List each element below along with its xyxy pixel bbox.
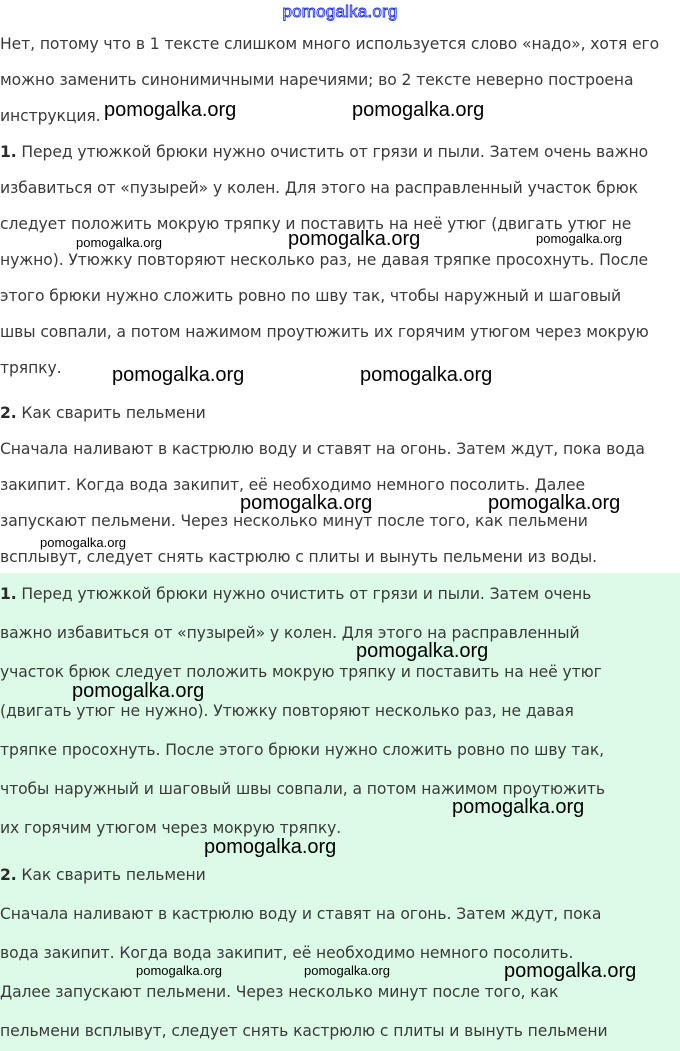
bottom-item1-line: важно избавиться от «пузырей» у колен. Для этого на расправленный [0,624,580,642]
top-item2-title: Как сварить пельмени [16,404,206,422]
watermark: pomogalka.org [288,228,421,250]
watermark: pomogalka.org [352,99,485,121]
top-item1-first-text: Перед утюжкой брюки нужно очистить от грязи и пыли. Затем очень важно [16,143,649,161]
top-item1-line: швы совпали, а потом нажимом проутюжить их горячим утюгом через мокрую [0,323,649,341]
top-item1-line: нужно). Утюжку повторяют несколько раз, не давая тряпке просохнуть. После [0,251,649,269]
top-item2-line: всплывут, следует снять кастрюлю с плиты и вынуть пельмени из воды. [0,548,598,566]
bottom-item2-line: пельмени всплывут, следует снять кастрюлю с плиты и вынуть пельмени [0,1022,608,1040]
bottom-item1-line: тряпке просохнуть. После этого брюки нужно сложить ровно по шву так, [0,741,605,759]
bottom-item1-line: чтобы наружный и шаговый швы совпали, а потом нажимом проутюжить [0,780,605,798]
top-item1-number: 1. [0,143,17,161]
top-item2-line: запускают пельмени. Через несколько минут после того, как пельмени [0,512,588,530]
watermark: pomogalka.org [72,680,205,702]
top-item1-line: следует положить мокрую тряпку и поставить на неё утюг (двигать утюг не [0,215,632,233]
answer-intro-line: инструкция. [0,107,101,125]
bottom-item2-number: 2. [0,866,17,884]
watermark: pomogalka.org [356,640,489,662]
answer-intro-line: можно заменить синонимичными наречиями; во 2 тексте неверно построена [0,71,634,89]
watermark: pomogalka.org [304,963,390,978]
top-item1-line: этого брюки нужно сложить ровно по шву так, чтобы наружный и шаговый [0,287,622,305]
watermark: pomogalka.org [204,836,337,858]
watermark: pomogalka.org [360,364,493,386]
bottom-item2-line: Далее запускают пельмени. Через несколько минут после того, как [0,983,559,1001]
top-item2-line: Сначала наливают в кастрюлю воду и ставят на огонь. Затем ждут, пока вода [0,440,645,458]
watermark: pomogalka.org [104,99,237,121]
bottom-item1-line: участок брюк следует положить мокрую тряпку и поставить на неё утюг [0,663,602,681]
watermark: pomogalka.org [452,796,585,818]
bottom-item2-line: Сначала наливают в кастрюлю воду и ставят на огонь. Затем ждут, пока [0,905,602,923]
watermark: pomogalka.org [112,364,245,386]
watermark: pomogalka.org [504,960,637,982]
bottom-item2-heading [0,865,206,885]
bottom-item1-first-text: Перед утюжкой брюки нужно очистить от грязи и пыли. Затем очень [16,585,592,603]
top-item1-line [0,142,648,162]
watermark: pomogalka.org [240,492,373,514]
bottom-item1-number: 1. [0,585,17,603]
top-item2-line: закипит. Когда вода закипит, её необходимо немного посолить. Далее [0,476,586,494]
top-item2-number: 2. [0,404,17,422]
bottom-item1-line [0,584,591,604]
watermark: pomogalka.org [136,963,222,978]
answer-intro-line: Нет, потому что в 1 тексте слишком много используется слово «надо», хотя его [0,35,660,53]
watermark: pomogalka.org [488,492,621,514]
top-item2-heading [0,403,206,423]
watermark: pomogalka.org [76,235,162,250]
watermark: pomogalka.org [536,231,622,246]
bottom-item2-title: Как сварить пельмени [16,866,206,884]
bottom-item1-line: их горячим утюгом через мокрую тряпку. [0,819,342,837]
top-item1-line: избавиться от «пузырей» у колен. Для этого на расправленный участок брюк [0,179,638,197]
watermark: pomogalka.org [40,535,126,550]
bottom-item1-line: (двигать утюг не нужно). Утюжку повторяют несколько раз, не давая [0,702,574,720]
site-watermark-header: pomogalka.org [282,2,398,21]
bottom-item2-line: вода закипит. Когда вода закипит, её необходимо немного посолить. [0,944,574,962]
top-item1-line: тряпку. [0,359,62,377]
